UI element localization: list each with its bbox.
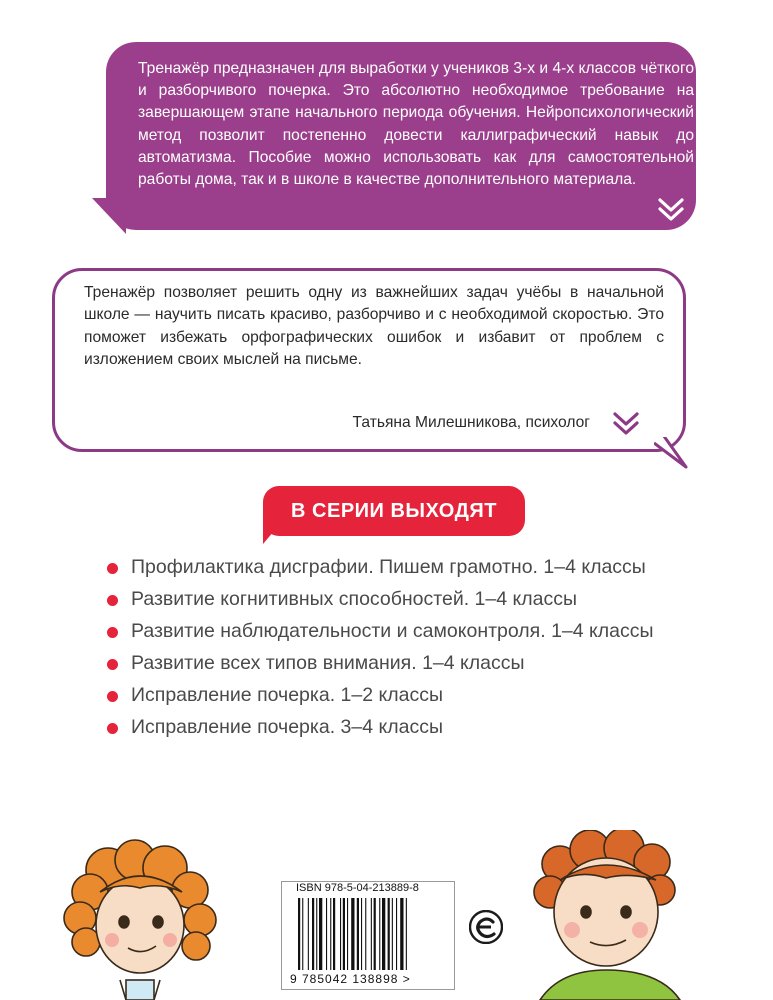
barcode-bar: [298, 898, 300, 970]
chevron-down-icon: [656, 196, 686, 224]
barcode-bar: [347, 898, 348, 970]
list-item: Исправление почерка. 3–4 классы: [105, 714, 671, 740]
barcode-bar: [365, 898, 366, 970]
boy-illustration: [520, 830, 770, 1000]
publisher-logo-icon: [469, 910, 503, 944]
barcode-bar: [388, 898, 390, 970]
barcode-bar: [302, 898, 303, 970]
isbn-number: ISBN 978-5-04-213889-8: [296, 882, 419, 894]
barcode-bar: [308, 898, 309, 970]
barcode-bar: [406, 898, 407, 970]
barcode-bar: [351, 898, 354, 970]
series-title-badge: В СЕРИИ ВЫХОДЯТ: [263, 486, 525, 536]
list-item: Развитие наблюдательности и самоконтроля. 1–4 классы: [105, 618, 671, 644]
barcode-bar: [312, 898, 314, 970]
barcode-bar: [374, 898, 376, 970]
barcode-bar: [319, 898, 322, 970]
list-item: Исправление почерка. 1–2 классы: [105, 682, 671, 708]
barcode-bar: [392, 898, 393, 970]
barcode-bar: [333, 898, 335, 970]
barcode-bar: [379, 898, 380, 970]
barcode-bars: [296, 898, 444, 970]
barcode-bar: [326, 898, 327, 970]
series-list: [105, 554, 671, 746]
bottom-bubble-text: Тренажёр позволяет решить одну из важнейших задач учёбы в начальной школе — научить писать красиво, разборчиво и с необходимой скоростью. Это поможет избежать орфографических ошибок и избавит от проблем с изложением своих мыслей на письме.: [84, 284, 664, 369]
barcode-digits: 9 785042 138898 >: [290, 972, 411, 986]
list-item: Профилактика дисграфии. Пишем грамотно. 1–4 классы: [105, 554, 651, 580]
barcode-bar: [371, 898, 372, 970]
top-bubble-tail: [92, 198, 126, 234]
barcode-bar: [382, 898, 385, 970]
barcode-bar: [343, 898, 345, 970]
bottom-bubble-tail: [654, 425, 688, 469]
girl-illustration: [0, 830, 240, 1000]
barcode-bar: [340, 898, 341, 970]
list-item: Развитие когнитивных способностей. 1–4 классы: [105, 586, 671, 612]
barcode-bar: [361, 898, 362, 970]
list-item: Развитие всех типов внимания. 1–4 классы: [105, 650, 671, 676]
barcode-bar: [330, 898, 331, 970]
chevron-down-icon: [611, 410, 641, 438]
barcode-bar: [357, 898, 359, 970]
top-bubble-text: Тренажёр предназначен для выработки у учеников 3-х и 4-х классов чёткого и разборчивого почерка. Это абсолютно необходимое требование на завершающем этапе начального периода обучения. Нейропсихологический метод позволит постепенно довести каллиграфический навык до автоматизма. Пособие можно использовать как для самостоятельной работы дома, так и в школе в качестве дополнительного материала.: [138, 60, 694, 189]
barcode-bar: [316, 898, 317, 970]
barcode-bar: [400, 898, 403, 970]
quote-signature: Татьяна Милешникова, психолог: [352, 414, 590, 431]
barcode-bar: [396, 898, 397, 970]
